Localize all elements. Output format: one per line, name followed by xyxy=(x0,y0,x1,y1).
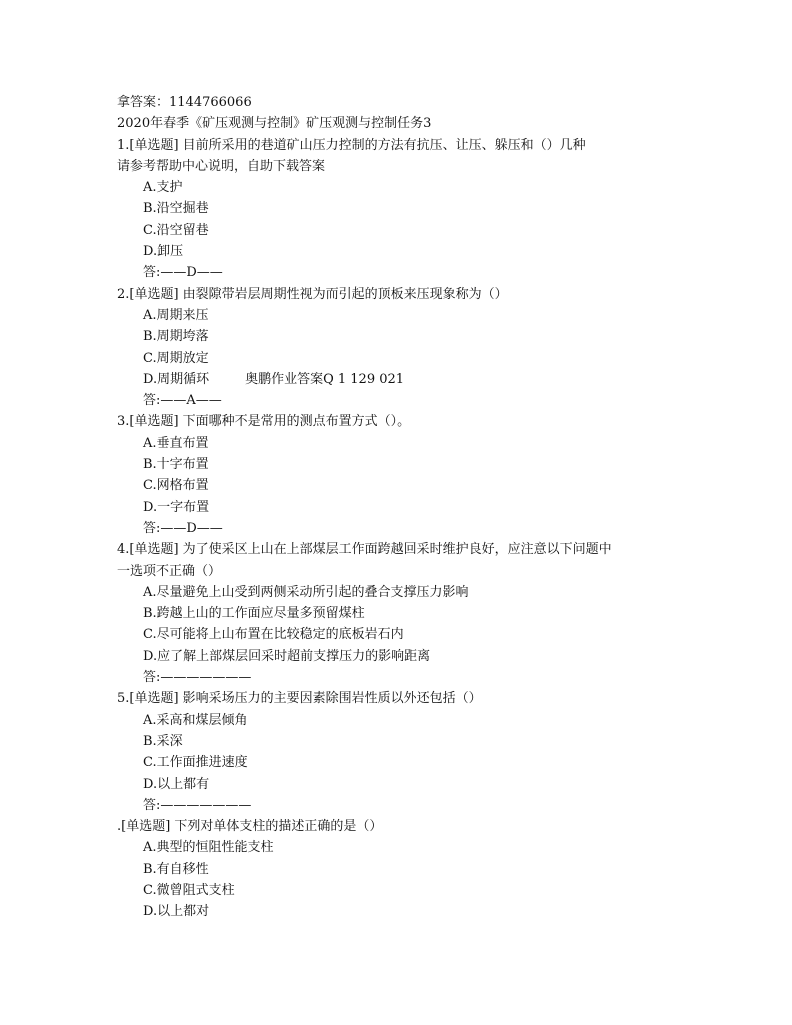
option-a: A.典型的恒阻性能支柱 xyxy=(143,840,274,856)
question-stem: .[单选题] 下列对单体支柱的描述正确的是（） xyxy=(117,819,383,835)
question-stem-continued: 请参考帮助中心说明，自助下载答案 xyxy=(117,158,326,174)
question-stem-continued: 一选项不正确（） xyxy=(117,563,222,579)
option-d: D.以上都对 xyxy=(143,904,210,920)
option-a: A.支护 xyxy=(143,180,183,196)
option-a: A.周期来压 xyxy=(143,307,209,323)
option-d: D.以上都有 xyxy=(143,776,210,792)
question-3 xyxy=(117,411,717,539)
option-d-row xyxy=(117,369,717,390)
answer-line: 答:——D—— xyxy=(143,265,223,281)
question-6 xyxy=(117,816,717,922)
question-stem: 4.[单选题] 为了使采区上山在上部煤层工作面跨越回采时维护良好，应注意以下问题中 xyxy=(117,542,612,558)
option-b: B.沿空掘巷 xyxy=(143,201,209,217)
question-2 xyxy=(117,284,717,412)
option-a: A.采高和煤层倾角 xyxy=(143,712,248,728)
answer-line: 答:——————— xyxy=(143,797,252,813)
answer-line: 答:——————— xyxy=(143,670,252,686)
document-body xyxy=(117,92,717,923)
answer-line: 答:——A—— xyxy=(143,393,222,409)
document-title: 2020年春季《矿压观测与控制》矿压观测与控制任务3 xyxy=(117,116,432,132)
option-c: C.工作面推进速度 xyxy=(143,755,248,771)
option-d: D.一字布置 xyxy=(143,499,210,515)
option-c: C.沿空留巷 xyxy=(143,222,209,238)
question-4 xyxy=(117,539,717,688)
option-b: B.跨越上山的工作面应尽量多预留煤柱 xyxy=(143,606,365,622)
option-c: C.尽可能将上山布置在比较稳定的底板岩石内 xyxy=(143,627,404,643)
option-b: B.有自移性 xyxy=(143,861,209,877)
watermark-text: 奥鹏作业答案Q 1 129 021 xyxy=(245,371,405,387)
option-b: B.周期垮落 xyxy=(143,329,209,345)
question-stem: 2.[单选题] 由裂隙带岩层周期性视为而引起的顶板来压现象称为（） xyxy=(117,286,508,302)
answer-line: 答:——D—— xyxy=(143,520,223,536)
question-stem: 3.[单选题] 下面哪种不是常用的测点布置方式（）。 xyxy=(117,414,411,430)
option-d: D.卸压 xyxy=(143,244,184,260)
option-c: C.周期放定 xyxy=(143,350,209,366)
contact-line: 拿答案：1144766066 xyxy=(117,95,252,110)
option-d: D.应了解上部煤层回采时超前支撑压力的影响距离 xyxy=(143,648,431,664)
option-c: C.微曾阻式支柱 xyxy=(143,882,235,898)
question-1 xyxy=(117,135,717,284)
question-stem: 5.[单选题] 影响采场压力的主要因素除围岩性质以外还包括（） xyxy=(117,691,482,707)
option-b: B.十字布置 xyxy=(143,457,209,473)
question-5 xyxy=(117,688,717,816)
option-b: B.采深 xyxy=(143,733,183,749)
option-a: A.尽量避免上山受到两侧采动所引起的叠合支撑压力影响 xyxy=(143,584,469,600)
question-stem: 1.[单选题] 目前所采用的巷道矿山压力控制的方法有抗压、让压、躲压和（）几种 xyxy=(117,137,586,153)
option-c: C.网格布置 xyxy=(143,478,209,494)
option-a: A.垂直布置 xyxy=(143,435,209,451)
option-d: D.周期循环 xyxy=(143,371,210,387)
